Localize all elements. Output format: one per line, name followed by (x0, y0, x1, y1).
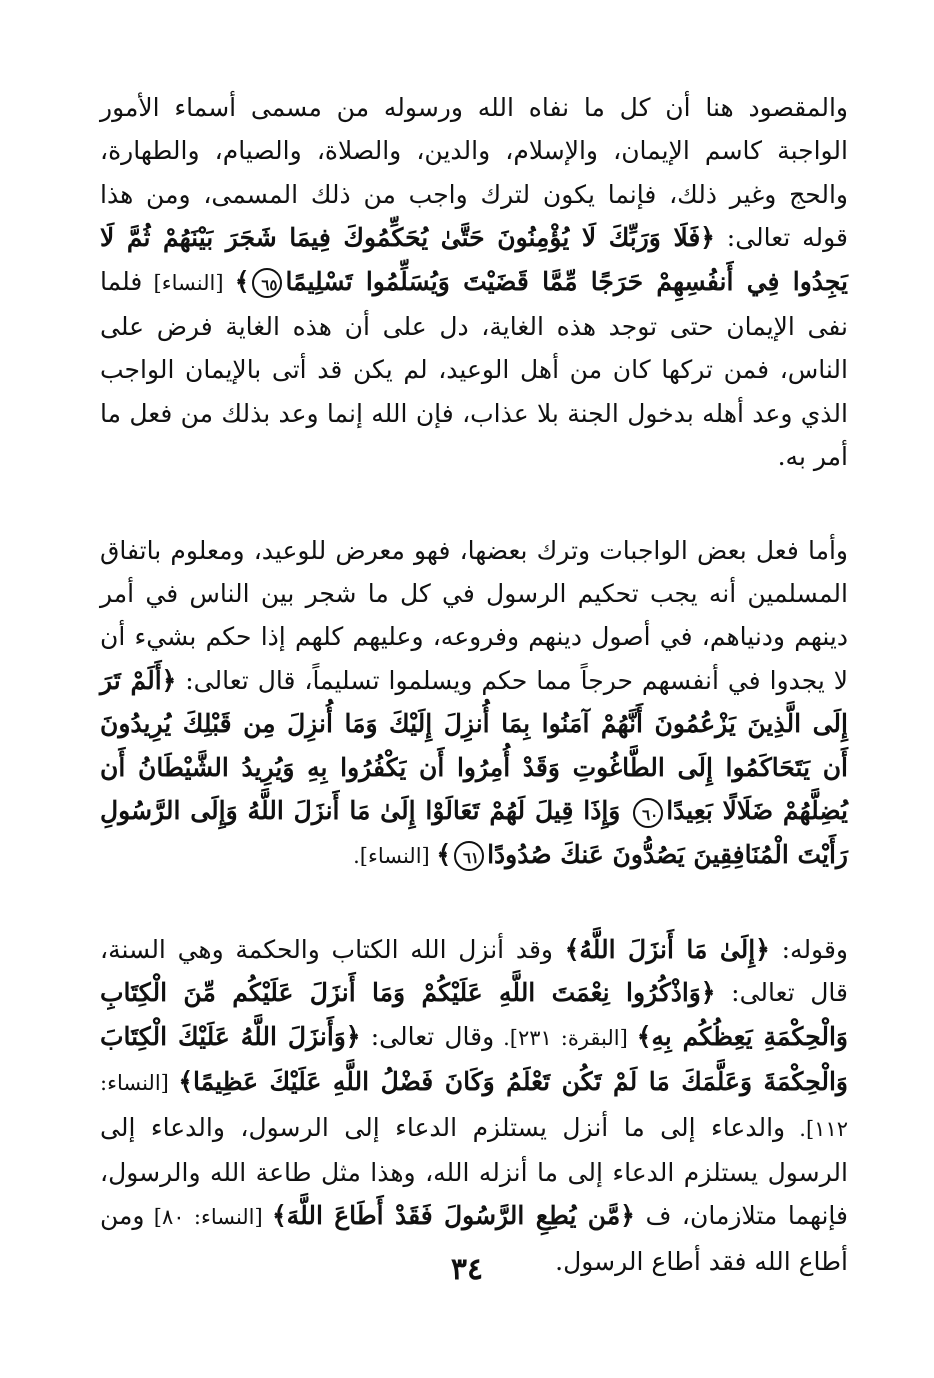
quran-verse: ﴿وَاذْكُرُوا نِعْمَتَ اللَّهِ عَلَيْكُمْ وَمَا أَنزَلَ عَلَيْكُم مِّنَ الْكِتَابِ وَالْحِكْمَةِ يَعِظُكُم بِهِ﴾ (100, 978, 848, 1051)
body-text: فلما نفى الإيمان حتى توجد هذه الغاية، دل على أن هذه الغاية فرض على الناس، فمن تركها كان من أهل الوعيد، لم يكن قد أتى بالإيمان الواجب الذي وعد أهله بدخول الجنة بلا عذاب، فإن الله إنما وعد بذلك من فعل ما أمر به. (100, 266, 848, 472)
paragraph-2 (100, 529, 848, 878)
quran-verse: ﴿وَأَنزَلَ اللَّهُ عَلَيْكَ الْكِتَابَ وَالْحِكْمَةَ وَعَلَّمَكَ مَا لَمْ تَكُن تَعْلَمُ وَكَانَ فَضْلُ اللَّهِ عَلَيْكَ عَظِيمًا﴾ (100, 1021, 848, 1097)
body-text: وأما فعل بعض الواجبات وترك بعضها، فهو معرض للوعيد، ومعلوم باتفاق المسلمين أنه يجب تحكيم الرسول في كل ما شجر بين الناس في أمر دينهم ودنياهم، في أصول دينهم وفروعه، وعليهم كلهم إذا حكم بشيء أن لا يجدوا في أنفسهم حرجاً مما حكم ويسلموا تسليماً، قال تعالى: (100, 535, 849, 695)
body-text: والمقصود هنا أن كل ما نفاه الله ورسوله من مسمى أسماء الأمور الواجبة كاسم الإيمان، والإسلام، والدين، والصلاة، والصيام، والطهارة، والحج وغير ذلك، فإنما يكون لترك واجب من ذلك المسمى، ومن هذا قوله تعالى: (100, 93, 848, 253)
quran-verse: ﴿مَّن يُطِعِ الرَّسُولَ فَقَدْ أَطَاعَ اللَّهَ﴾ (272, 1201, 635, 1231)
paragraph-3 (100, 928, 848, 1283)
body-text: وقد أنزل الله الكتاب والحكمة وهي السنة، قال تعالى: (100, 934, 849, 1008)
body-text: ومن أطاع الله فقد أطاع الرسول. (100, 1201, 848, 1276)
verse-reference: [النساء] (142, 270, 235, 295)
quran-verse: ﴿إِلَىٰ مَا أَنزَلَ اللَّهُ﴾ (564, 934, 770, 964)
verse-reference: [البقرة: ٢٣١]. (494, 1025, 637, 1050)
paragraph-1 (100, 86, 848, 479)
quran-verse: ﴾ (436, 839, 452, 869)
verse-reference: [النساء]. (353, 843, 437, 868)
ayah-number-mark: ٦١ (454, 841, 484, 871)
quran-verse: ﴿أَلَمْ تَرَ إِلَى الَّذِينَ يَزْعُمُونَ أَنَّهُمْ آمَنُوا بِمَا أُنزِلَ إِلَيْكَ وَمَا أُنزِلَ مِن قَبْلِكَ يُرِيدُونَ أَن يَتَحَاكَمُوا إِلَى الطَّاغُوتِ وَقَدْ أُمِرُوا أَن يَكْفُرُوا بِهِ وَيُرِيدُ الشَّيْطَانُ أَن يُضِلَّهُمْ ضَلَالًا بَعِيدًا (100, 665, 848, 826)
page-content (100, 86, 848, 1283)
ayah-number-mark: ٦٠ (633, 798, 663, 828)
quran-verse: وَإِذَا قِيلَ لَهُمْ تَعَالَوْا إِلَىٰ مَا أَنزَلَ اللَّهُ وَإِلَى الرَّسُولِ رَأَيْتَ الْمُنَافِقِينَ يَصُدُّونَ عَنكَ صُدُودًا (100, 796, 848, 869)
quran-verse: ﴿فَلَا وَرَبِّكَ لَا يُؤْمِنُونَ حَتَّىٰ يُحَكِّمُوكَ فِيمَا شَجَرَ بَيْنَهُمْ ثُمَّ لَا يَجِدُوا فِي أَنفُسِهِمْ حَرَجًا مِّمَّا قَضَيْتَ وَيُسَلِّمُوا تَسْلِيمًا (100, 223, 848, 296)
body-text: وقوله: (769, 934, 848, 964)
body-text: والدعاء إلى ما أنزل يستلزم الدعاء إلى الرسول، والدعاء إلى الرسول يستلزم الدعاء إلى ما أنزله الله، وهذا مثل طاعة الله والرسول، فإنهما متلازمان، ف (100, 1112, 848, 1231)
body-text: وقال تعالى: (360, 1021, 495, 1051)
ayah-number-mark: ٦٥ (252, 268, 282, 298)
quran-verse: ﴾ (234, 266, 250, 296)
verse-reference: [النساء: ٨٠] (144, 1205, 273, 1230)
verse-reference: [النساء: ١١٢]. (100, 1071, 849, 1141)
page-number: ٣٤ (450, 1252, 484, 1287)
